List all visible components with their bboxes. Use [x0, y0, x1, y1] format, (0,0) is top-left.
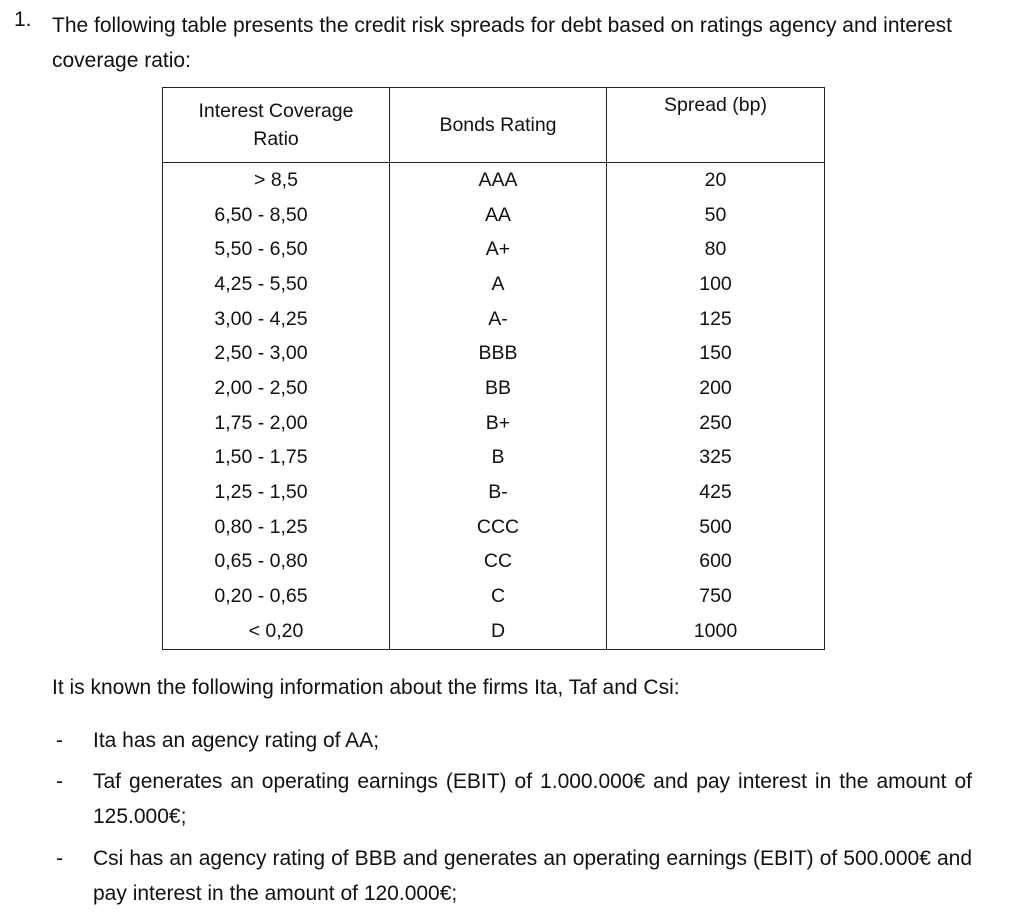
- header-ratio-line2: Ratio: [253, 128, 299, 150]
- bullet-marker: -: [56, 847, 63, 870]
- rating-cell: CCC: [390, 510, 607, 545]
- bullet-taf: [52, 764, 972, 834]
- ratio-cell: 4,25 - 5,50: [163, 267, 390, 302]
- table-header-row: [163, 88, 825, 163]
- rating-cell: B: [390, 441, 607, 476]
- ratio-cell: 6,50 - 8,50: [163, 198, 390, 233]
- rating-cell: D: [390, 614, 607, 649]
- ratio-cell: 1,75 - 2,00: [163, 406, 390, 441]
- table-row: [163, 198, 825, 233]
- spread-cell: 125: [607, 302, 825, 337]
- table-row: [163, 441, 825, 476]
- table-row: [163, 579, 825, 614]
- table-row: [163, 267, 825, 302]
- bullet-ita: [52, 723, 972, 758]
- table-row: [163, 302, 825, 337]
- spread-cell: 325: [607, 441, 825, 476]
- spread-cell: 600: [607, 545, 825, 580]
- ratio-cell: 3,00 - 4,25: [163, 302, 390, 337]
- ratio-cell: < 0,20: [163, 614, 390, 649]
- question-text: The following table presents the credit risk spreads for debt based on ratings agency and interest coverage ratio:: [52, 14, 953, 72]
- header-interest-coverage-ratio: [163, 88, 390, 163]
- table-row: [163, 510, 825, 545]
- table-row: [163, 336, 825, 371]
- rating-cell: C: [390, 579, 607, 614]
- ratio-cell: 2,00 - 2,50: [163, 371, 390, 406]
- rating-cell: BB: [390, 371, 607, 406]
- spread-cell: 150: [607, 336, 825, 371]
- ratio-cell: 0,80 - 1,25: [163, 510, 390, 545]
- header-bonds-rating: Bonds Rating: [390, 88, 607, 163]
- bullet-text: Csi has an agency rating of BBB and generates an operating earnings (EBIT) of 500.000€ and pay interest in the amount of 120.000€;: [93, 847, 972, 905]
- spread-cell: 50: [607, 198, 825, 233]
- ratio-cell: 0,20 - 0,65: [163, 579, 390, 614]
- spread-cell: 100: [607, 267, 825, 302]
- rating-cell: A+: [390, 232, 607, 267]
- rating-cell: A: [390, 267, 607, 302]
- question-number: 1.: [14, 8, 32, 31]
- ratio-cell: 0,65 - 0,80: [163, 545, 390, 580]
- header-spread: Spread (bp): [607, 88, 825, 163]
- spread-cell: 500: [607, 510, 825, 545]
- info-intro: It is known the following information about the firms Ita, Taf and Csi:: [52, 676, 680, 699]
- credit-spread-table: [162, 87, 825, 650]
- bullet-marker: -: [56, 770, 63, 793]
- spread-cell: 425: [607, 475, 825, 510]
- rating-cell: B+: [390, 406, 607, 441]
- bullet-text: Ita has an agency rating of AA;: [93, 729, 380, 752]
- table-row: [163, 406, 825, 441]
- spread-cell: 200: [607, 371, 825, 406]
- table-row: [163, 475, 825, 510]
- rating-cell: AAA: [390, 163, 607, 198]
- table-row: [163, 163, 825, 198]
- spread-cell: 80: [607, 232, 825, 267]
- ratio-cell: 5,50 - 6,50: [163, 232, 390, 267]
- spread-cell: 20: [607, 163, 825, 198]
- spread-cell: 250: [607, 406, 825, 441]
- bullet-marker: -: [56, 729, 63, 752]
- bullet-csi: [52, 841, 972, 911]
- bullet-text: Taf generates an operating earnings (EBIT) of 1.000.000€ and pay interest in the amount of 125.000€;: [93, 770, 972, 828]
- rating-cell: BBB: [390, 336, 607, 371]
- header-ratio-line1: Interest Coverage: [198, 100, 354, 122]
- table-row: [163, 614, 825, 649]
- ratio-cell: 1,25 - 1,50: [163, 475, 390, 510]
- table-row: [163, 371, 825, 406]
- table-body: [163, 163, 825, 650]
- ratio-cell: > 8,5: [163, 163, 390, 198]
- rating-cell: A-: [390, 302, 607, 337]
- rating-cell: B-: [390, 475, 607, 510]
- rating-cell: AA: [390, 198, 607, 233]
- spread-cell: 750: [607, 579, 825, 614]
- table-row: [163, 232, 825, 267]
- ratio-cell: 1,50 - 1,75: [163, 441, 390, 476]
- table-row: [163, 545, 825, 580]
- spread-cell: 1000: [607, 614, 825, 649]
- ratio-cell: 2,50 - 3,00: [163, 336, 390, 371]
- rating-cell: CC: [390, 545, 607, 580]
